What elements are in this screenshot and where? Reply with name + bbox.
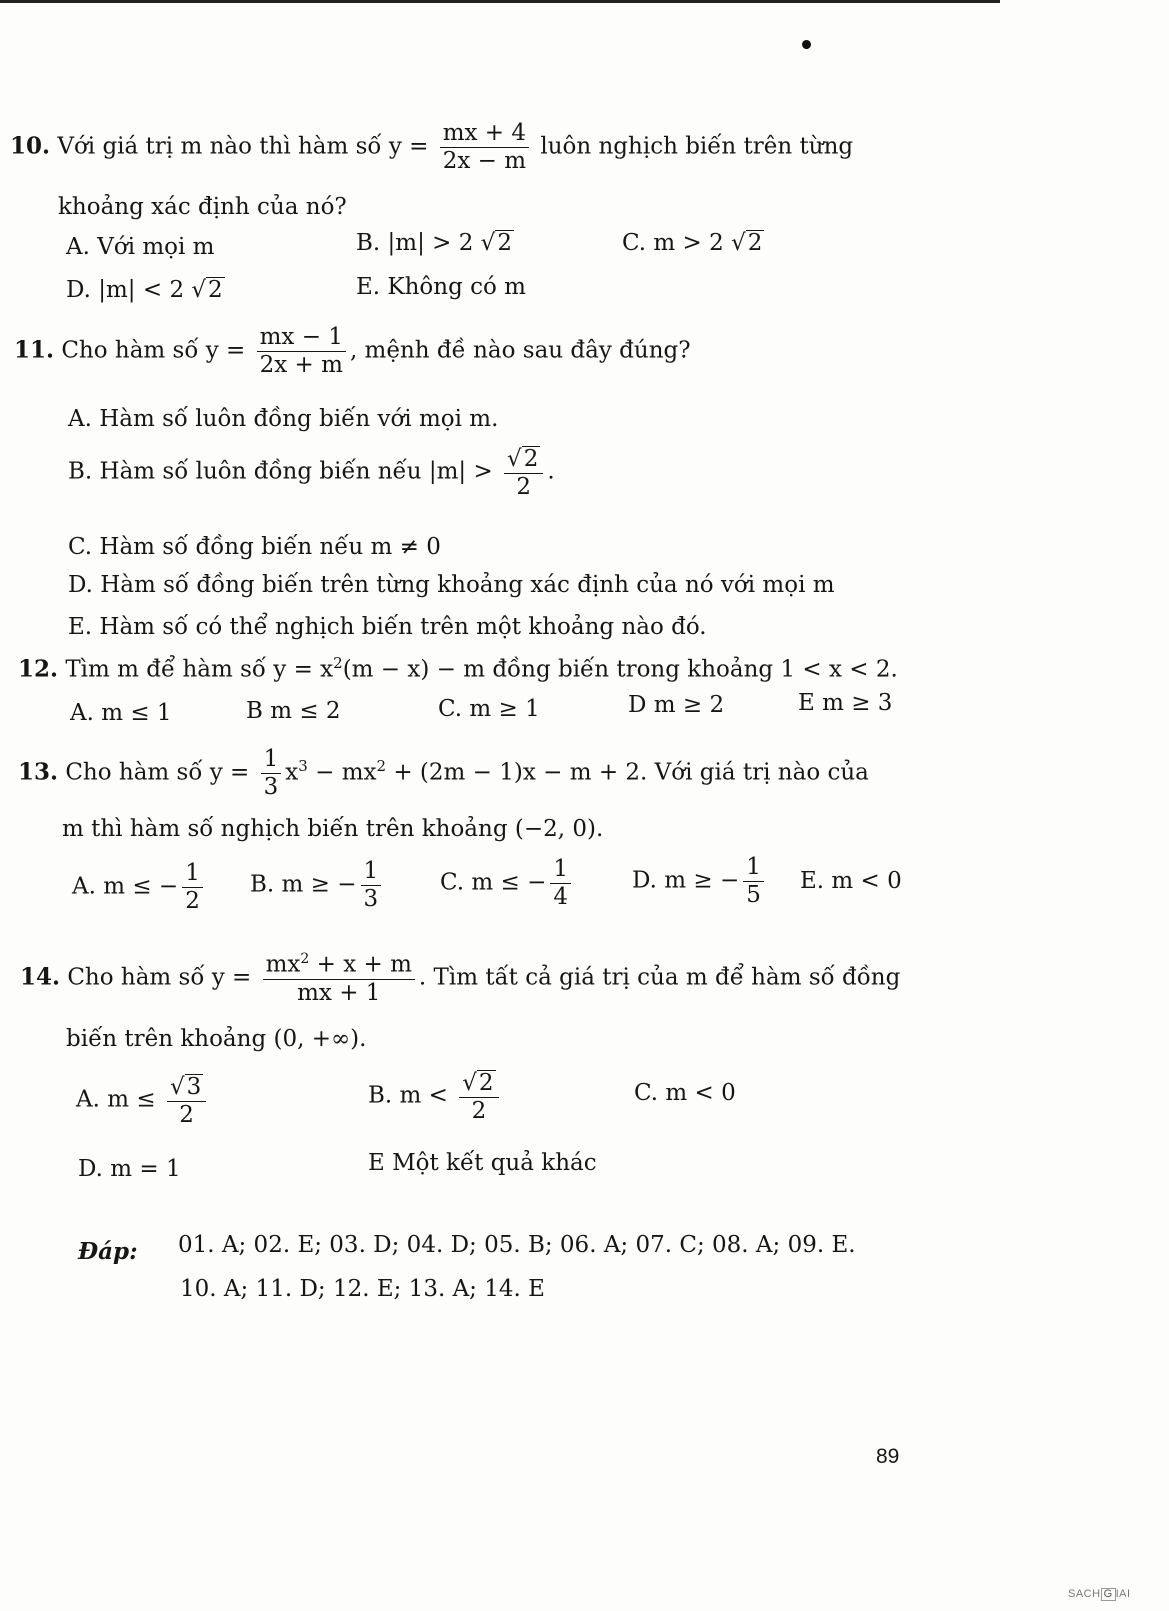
question-number: 12. (18, 655, 59, 683)
option-12b: B m ≤ 2 (246, 698, 341, 724)
question-text-cont: , mệnh đề nào sau đây đúng? (349, 337, 691, 364)
function-fraction: $\frac{mx - 1}{2x + m}$ (257, 326, 346, 377)
option-14e: E Một kết quả khác (368, 1150, 597, 1176)
question-text: Cho hàm số y = (61, 337, 246, 364)
option-11d: D. Hàm số đồng biến trên từng khoảng xác định của nó với mọi m (68, 572, 835, 598)
option-12a: A. m ≤ 1 (70, 700, 172, 726)
page-number: 89 (876, 1445, 900, 1468)
option-13c: C. m ≤ − $\frac{1}{4}$ (440, 858, 575, 909)
option-10a: A. Với mọi m (66, 234, 215, 260)
option-12c: C. m ≥ 1 (438, 696, 540, 722)
option-11b: B. Hàm số luôn đồng biến nếu |m| > $\frac{√2}{2}$ . (68, 446, 555, 501)
ink-dot (801, 39, 813, 51)
option-10d: D. |m| < 2 √2 (66, 277, 223, 303)
question-text-cont: luôn nghịch biến trên từng (540, 133, 854, 160)
option-10c: C. m > 2 √2 (622, 230, 763, 256)
option-11a: A. Hàm số luôn đồng biến với mọi m. (68, 406, 499, 432)
option-11c: C. Hàm số đồng biến nếu m ≠ 0 (68, 534, 441, 560)
option-14b: B. m < $\frac{√2}{2}$ (368, 1070, 503, 1123)
option-13d: D. m ≥ − $\frac{1}{5}$ (632, 856, 768, 907)
question-number: 10. (10, 132, 51, 160)
question-number: 13. (18, 758, 59, 786)
option-13b: B. m ≥ − $\frac{1}{3}$ (250, 860, 385, 911)
question-10-line2: khoảng xác định của nó? (58, 194, 347, 220)
question-text: Với giá trị m nào thì hàm số y = (57, 133, 429, 160)
top-rule (0, 0, 1000, 3)
option-13a: A. m ≤ − $\frac{1}{2}$ (72, 862, 207, 913)
question-14-line2: biến trên khoảng (0, +∞). (66, 1026, 367, 1052)
option-12d: D m ≥ 2 (628, 692, 725, 718)
question-10-stem (10, 122, 853, 173)
option-14c: C. m < 0 (634, 1080, 736, 1106)
question-14-stem: 14. Cho hàm số y = $\frac{mx^2 + x + m}{mx + 1}$ . Tìm tất cả giá trị của m để hàm số đồng (20, 951, 901, 1006)
answer-key-line2: 10. A; 11. D; 12. E; 13. A; 14. E (180, 1276, 545, 1302)
watermark: SACH G IAI (1068, 1588, 1131, 1600)
option-11e: E. Hàm số có thể nghịch biến trên một khoảng nào đó. (68, 614, 707, 640)
question-12-stem: 12. Tìm m để hàm số $y = x^2(m - x) - m$ đồng biến trong khoảng 1 < x < 2. (18, 654, 898, 683)
question-number: 14. (20, 963, 61, 991)
option-14d: D. m = 1 (78, 1156, 181, 1182)
option-13e: E. m < 0 (800, 868, 902, 894)
answer-key-label: Đáp: (78, 1238, 138, 1265)
option-10b: B. |m| > 2 √2 (356, 230, 512, 256)
question-number: 11. (14, 336, 55, 364)
option-14a: A. m ≤ $\frac{√3}{2}$ (76, 1074, 210, 1127)
question-11-stem (14, 326, 691, 377)
question-13-line2: m thì hàm số nghịch biến trên khoảng (−2, 0). (62, 816, 604, 842)
option-10e: E. Không có m (356, 274, 526, 300)
function-fraction: $\frac{mx + 4}{2x - m}$ (440, 122, 529, 173)
question-13-stem: 13. Cho hàm số y = $\frac{1}{3}$ $x^3 - mx^2 + (2m - 1)x - m + 2$. Với giá trị nào của (18, 746, 869, 800)
answer-key-line1: 01. A; 02. E; 03. D; 04. D; 05. B; 06. A; 07. C; 08. A; 09. E. (178, 1232, 856, 1258)
option-12e: E m ≥ 3 (798, 690, 893, 716)
